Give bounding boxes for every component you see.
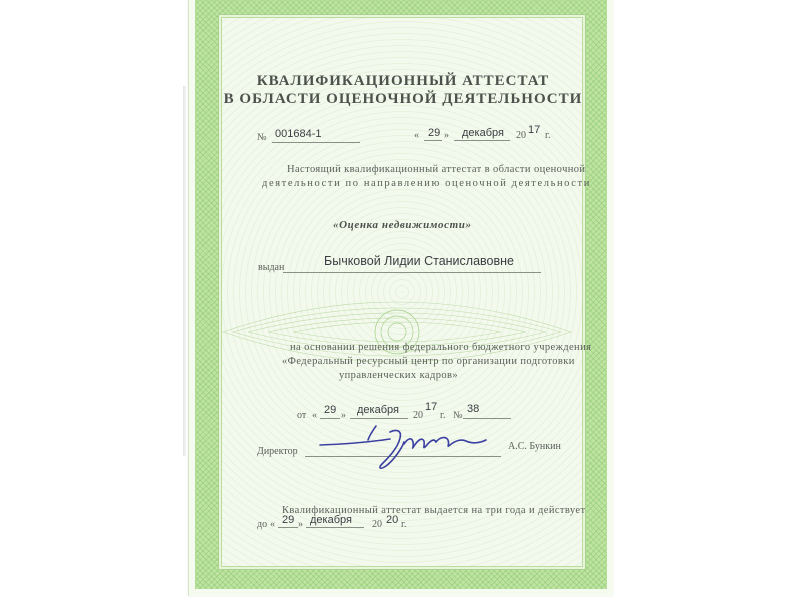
printer-imprint: · · · · · · · · · · · · · · · · · · · · · · · · · · · · · · · · · · · · · · (353, 577, 457, 582)
holder-name: Бычковой Лидии Станиславовне (324, 254, 514, 268)
issue-date-year-abbr: г. (545, 130, 551, 141)
decision-year-prefix: 20 (413, 410, 423, 421)
valid-until-year-prefix: 20 (372, 519, 382, 530)
decision-close-quote: » (341, 410, 346, 421)
decision-month-underline (350, 418, 408, 419)
decision-month: декабря (357, 404, 399, 416)
decision-number-underline (463, 418, 511, 419)
issue-date-day: 29 (428, 127, 441, 139)
valid-until-year-abbr: г. (401, 519, 407, 530)
decision-from-label: от (297, 410, 307, 421)
decision-year: 17 (425, 401, 438, 413)
issue-day-underline (424, 140, 442, 141)
holder-underline (283, 272, 541, 273)
number-sign: № (257, 132, 267, 143)
director-signature (310, 420, 510, 480)
decision-number-sign: № (453, 410, 463, 421)
validity-text: Квалификационный аттестат выдается на три года и действует (282, 505, 586, 516)
decision-number: 38 (467, 403, 480, 415)
decision-day-underline (320, 418, 340, 419)
basis-line-3: управленческих кадров» (339, 370, 459, 381)
intro-line-1: Настоящий квалификационный аттестат в области оценочной (287, 164, 586, 175)
issue-date-month: декабря (462, 127, 504, 139)
valid-month-underline (306, 527, 364, 528)
valid-until-year: 20 (386, 514, 399, 526)
issue-date-year-prefix: 20 (516, 130, 526, 141)
issue-date-year: 17 (528, 124, 541, 136)
certificate-title-line1: КВАЛИФИКАЦИОННЫЙ АТТЕСТАТ (256, 73, 550, 89)
basis-line-2: «Федеральный ресурсный центр по организации подготовки (282, 356, 575, 367)
certificate-number: 001684-1 (275, 128, 322, 140)
issue-date-open-quote: « (414, 130, 419, 141)
basis-line-1: на основании решения федерального бюджетного учреждения (290, 342, 592, 353)
valid-until-close-quote: » (298, 519, 303, 530)
decision-year-abbr: г. (440, 410, 446, 421)
director-name: А.С. Бункин (508, 441, 561, 452)
decision-open-quote: « (312, 410, 317, 421)
certificate-title-line2: В ОБЛАСТИ ОЦЕНОЧНОЙ ДЕЯТЕЛЬНОСТИ (223, 91, 583, 107)
decision-day: 29 (324, 404, 337, 416)
valid-until-day: 29 (282, 514, 295, 526)
valid-until-month: декабря (310, 514, 352, 526)
issue-date-close-quote: » (444, 130, 449, 141)
issued-label: выдан (258, 262, 285, 273)
issue-month-underline (454, 140, 510, 141)
guilloche-rosette (213, 282, 581, 382)
director-label: Директор (257, 446, 298, 457)
valid-until-open-quote: « (270, 519, 275, 530)
assessment-direction: «Оценка недвижимости» (333, 219, 472, 231)
number-underline (272, 142, 360, 143)
intro-line-2: деятельности по направлению оценочной деятельности (262, 178, 591, 189)
valid-until-label: до (257, 519, 268, 530)
valid-day-underline (278, 527, 298, 528)
scan-shadow-edge (183, 86, 186, 456)
